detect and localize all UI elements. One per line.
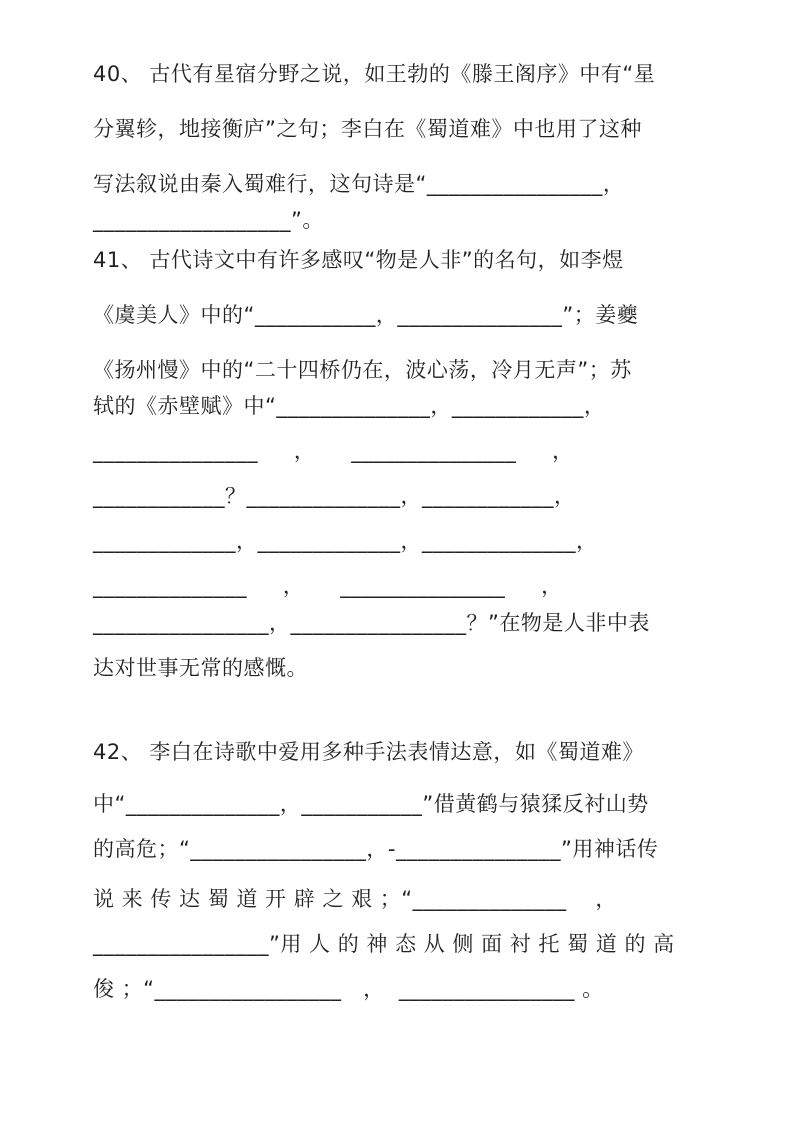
text-line: 40、 古代有星宿分野之说，如王勃的《滕王阁序》中有“星 [93,62,656,86]
text-line: ________________”用 人 的 神 态 从 侧 面 衬 托 蜀 道 的 高 [93,932,675,956]
text-line: 的高危；“________________，-_______________”用神话传 [93,837,659,861]
text-line: 写法叙说由秦入蜀难行，这句诗是“________________， [93,172,625,196]
text-line: _______________ ， _______________ ， [93,439,574,463]
text-line: 中“______________，___________”借黄鹤与猿猱反衬山势 [93,792,649,816]
text-line: ______________ ， _______________ ， [93,574,563,598]
text-line: ____________？______________，____________， [93,484,576,508]
text-line: 分翼轸，地接衡庐”之句；李白在《蜀道难》中也用了这种 [93,117,642,141]
text-line: 《扬州慢》中的“二十四桥仍在，波心荡，冷月无声”；苏 [93,358,632,382]
text-line: ________________，________________？”在物是人非中表 [93,611,650,635]
text-line: 41、 古代诗文中有许多感叹“物是人非”的名句，如李煜 [93,248,624,272]
text-line: __________________”。 [93,208,324,232]
text-line: 达对世事无常的感慨。 [93,656,308,680]
text-line: 轼的《赤壁赋》中“______________，____________， [93,394,606,418]
text-line: 《虞美人》中的“___________，_______________”；姜夔 [93,303,639,327]
text-line: 俊 ；“_________________ ， ________________ 。 [93,977,604,1001]
text-line: _____________，_____________，______________， [93,529,598,553]
text-line: 说 来 传 达 蜀 道 开 辟 之 艰 ；“______________ ， [93,887,617,911]
text-line: 42、 李白在诗歌中爱用多种手法表情达意，如《蜀道难》 [93,740,644,764]
